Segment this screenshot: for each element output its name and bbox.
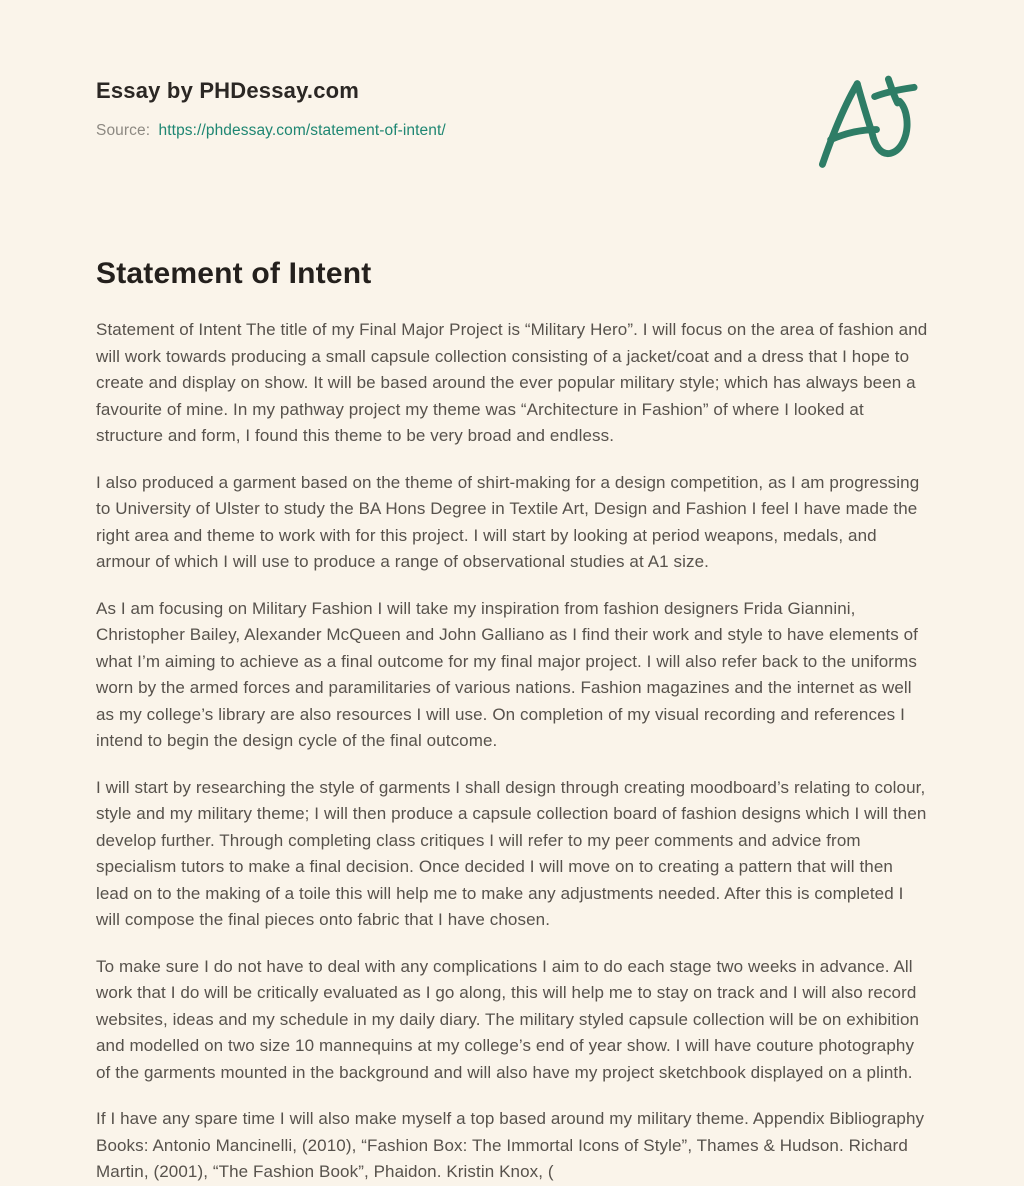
essay-paragraph: If I have any spare time I will also make myself a top based around my military theme. Appendix Bibliography Books: Antonio Mancinelli, (2010), “Fashion Box: The Immortal Icons of Style”, Thames & Hudson. Richard Martin, (2001), “The Fashion Book”, Phaidon. Kristin Knox, ( (96, 1109, 925, 1181)
page-header (96, 76, 928, 173)
byline: Essay by PHDessay.com (96, 78, 360, 103)
essay-paragraph: I also produced a garment based on the theme of shirt-making for a design competition, as I am progressing to University of Ulster to study the BA Hons Degree in Textile Art, Design and Fashion I feel I have made the right area and theme to work with for this project. I will start by looking at period weapons, medals, and armour of which I will use to produce a range of observational studies at A1 size. (96, 472, 920, 571)
essay-paragraph: I will start by researching the style of garments I shall design through creating moodboard’s relating to colour, style and my military theme; I will then produce a capsule collection board of fashion designs which I will then develop further. Through completing class critiques I will refer to my peer comments and advice from specialism tutors to make a final decision. Once decided I will move on to creating a pattern that will then lead on to the making of a toile this will help me to make any adjustments needed. After this is completed I will compose the final pieces onto fabric that I have chosen. (96, 777, 927, 929)
header-text-block (96, 76, 446, 140)
source-link[interactable]: https://phdessay.com/statement-of-intent/ (158, 122, 446, 139)
source-line (96, 122, 446, 140)
essay-body (96, 317, 928, 1186)
essay-paragraph: As I am focusing on Military Fashion I will take my inspiration from fashion designers Frida Giannini, Christopher Bailey, Alexander McQueen and John Galliano as I find their work and style to have elements of what I’m aiming to achieve as a final outcome for my final major project. I will also refer back to the uniforms worn by the armed forces and paramilitaries of various nations. Fashion magazines and the internet as well as my college’s library are also resources I will use. On completion of my visual recording and references I intend to begin the design cycle of the final outcome. (96, 598, 919, 750)
essay-paragraph: Statement of Intent The title of my Final Major Project is “Military Hero”. I will focus on the area of fashion and will work towards producing a small capsule collection consisting of a jacket/coat and a dress that I hope to create and display on show. It will be based around the ever popular military style; which has always been a favourite of mine. In my pathway project my theme was “Architecture in Fashion” of where I looked at structure and form, I found this theme to be very broad and endless. (96, 320, 928, 445)
a-plus-logo-icon (816, 76, 926, 173)
essay-title: Statement of Intent (96, 257, 372, 290)
essay-paragraph: To make sure I do not have to deal with any complications I aim to do each stage two weeks in advance. All work that I do will be critically evaluated as I go along, this will help me to stay on track and I will also record websites, ideas and my schedule in my daily diary. The military styled capsule collection will be on exhibition and modelled on two size 10 mannequins at my college’s end of year show. I will have couture photography of the garments mounted in the background and will also have my project sketchbook displayed on a plinth. (96, 956, 920, 1082)
source-label: Source: (96, 122, 151, 139)
